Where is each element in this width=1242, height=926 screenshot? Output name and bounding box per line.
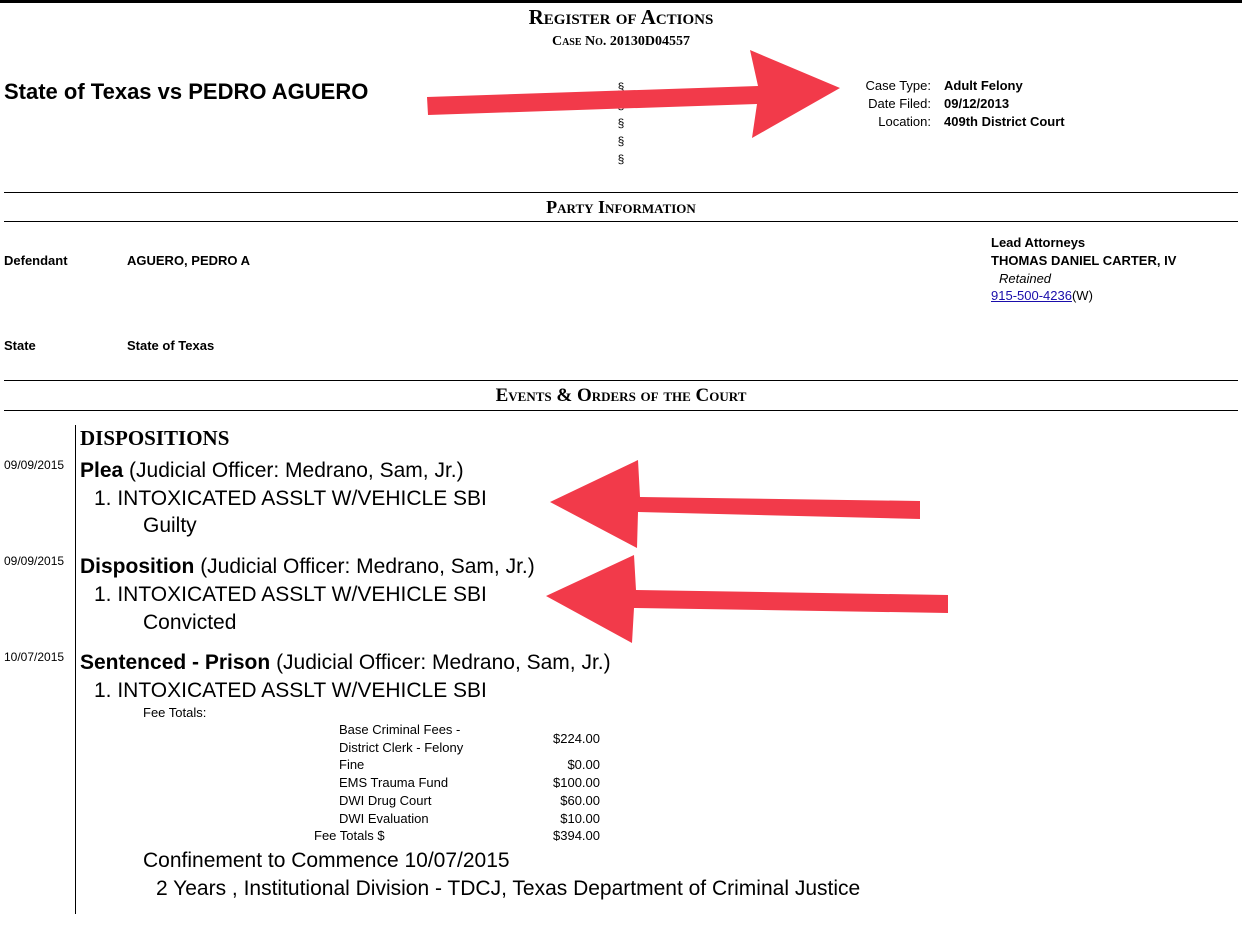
section-mark: § bbox=[617, 116, 625, 130]
case-number: Case No. 20130D04557 bbox=[551, 34, 691, 49]
event-charge: 1. INTOXICATED ASSLT W/VEHICLE SBI bbox=[94, 679, 487, 702]
section-mark: § bbox=[617, 80, 625, 94]
event-result: Convicted bbox=[143, 611, 237, 634]
section-mark: § bbox=[617, 134, 625, 148]
state-name: State of Texas bbox=[127, 338, 215, 353]
fee-name: Base Criminal Fees - bbox=[339, 722, 461, 737]
state-label: State bbox=[4, 338, 36, 353]
fee-name: Fine bbox=[339, 757, 365, 772]
defendant-label: Defendant bbox=[4, 253, 68, 268]
event-officer: (Judicial Officer: Medrano, Sam, Jr.) bbox=[129, 459, 464, 482]
dispositions-heading: DISPOSITIONS bbox=[80, 426, 230, 450]
event-charge: 1. INTOXICATED ASSLT W/VEHICLE SBI bbox=[94, 487, 487, 510]
event-result: Guilty bbox=[143, 514, 197, 537]
case-type-label: Case Type: bbox=[865, 78, 931, 93]
page-title: Register of Actions bbox=[528, 5, 714, 29]
date-filed-label: Date Filed: bbox=[868, 96, 931, 111]
sentence-text: 2 Years , Institutional Division - TDCJ, Texas Department of Criminal Justice bbox=[156, 877, 861, 900]
case-style: State of Texas vs PEDRO AGUERO bbox=[4, 79, 369, 104]
fee-name: DWI Drug Court bbox=[339, 793, 432, 808]
attorney-phone-suffix: (W) bbox=[1071, 288, 1093, 303]
fee-amount: $0.00 bbox=[567, 757, 600, 772]
section-mark: § bbox=[617, 152, 625, 166]
events-heading: Events & Orders of the Court bbox=[495, 385, 747, 406]
red-arrow-icon bbox=[427, 50, 840, 138]
fee-total-label: Fee Totals $ bbox=[314, 828, 385, 843]
fee-name: DWI Evaluation bbox=[339, 811, 429, 826]
location-value: 409th District Court bbox=[944, 114, 1065, 129]
fee-total: $394.00 bbox=[553, 828, 600, 843]
attorney-name: THOMAS DANIEL CARTER, IV bbox=[991, 253, 1177, 268]
case-type-value: Adult Felony bbox=[944, 78, 1023, 93]
event-date: 09/09/2015 bbox=[4, 554, 65, 568]
event-charge: 1. INTOXICATED ASSLT W/VEHICLE SBI bbox=[94, 583, 487, 606]
lead-attorneys-label: Lead Attorneys bbox=[991, 235, 1086, 250]
fee-totals-label: Fee Totals: bbox=[143, 705, 207, 720]
event-date: 09/09/2015 bbox=[4, 458, 65, 472]
party-heading: Party Information bbox=[546, 197, 696, 217]
red-arrow-icon bbox=[546, 555, 948, 643]
event-type: Plea bbox=[80, 459, 124, 482]
fee-amount: $100.00 bbox=[553, 775, 600, 790]
defendant-name: AGUERO, PEDRO A bbox=[127, 253, 251, 268]
fee-name: District Clerk - Felony bbox=[339, 740, 464, 755]
event-officer: (Judicial Officer: Medrano, Sam, Jr.) bbox=[276, 651, 611, 674]
fee-amount: $224.00 bbox=[553, 731, 600, 746]
event-type: Disposition bbox=[80, 555, 195, 578]
confinement-text: Confinement to Commence 10/07/2015 bbox=[143, 849, 510, 872]
date-filed-value: 09/12/2013 bbox=[944, 96, 1010, 111]
location-label: Location: bbox=[878, 114, 931, 129]
attorney-phone-link[interactable]: 915-500-4236 bbox=[991, 288, 1072, 303]
fee-amount: $60.00 bbox=[560, 793, 600, 808]
event-type: Sentenced - Prison bbox=[80, 651, 271, 674]
fee-amount: $10.00 bbox=[560, 811, 600, 826]
attorney-status: Retained bbox=[999, 271, 1052, 286]
event-date: 10/07/2015 bbox=[4, 650, 65, 664]
fee-name: EMS Trauma Fund bbox=[339, 775, 449, 790]
red-arrow-icon bbox=[550, 460, 920, 548]
event-officer: (Judicial Officer: Medrano, Sam, Jr.) bbox=[200, 555, 535, 578]
